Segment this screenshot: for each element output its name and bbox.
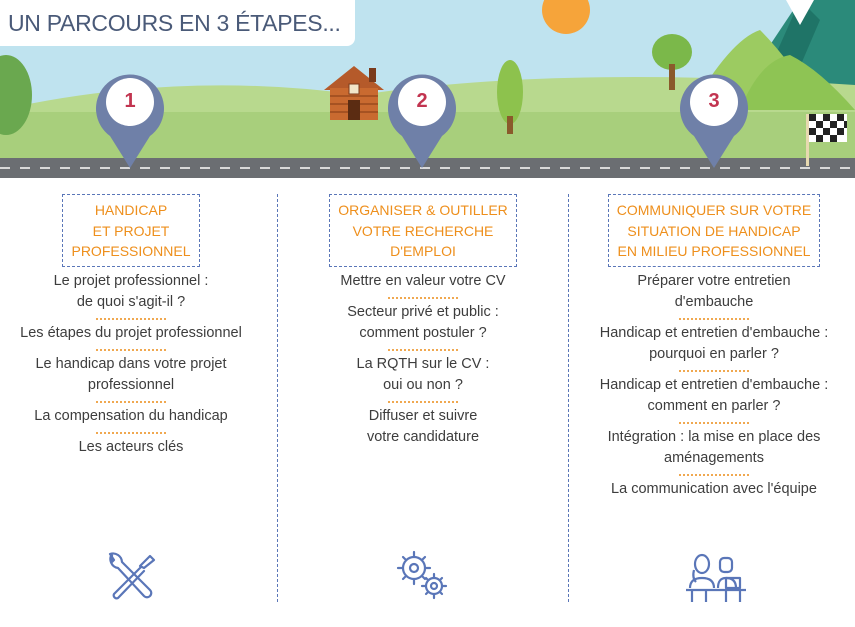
step-topic-list [292, 271, 554, 448]
dotted-separator [96, 349, 166, 351]
topic-item: Les étapes du projet professionnel [20, 324, 242, 341]
step-number-3: 3 [708, 90, 720, 112]
topic-item: Intégration : la mise en place des aménagements [607, 428, 821, 466]
step-column-3 [583, 194, 845, 500]
dotted-separator [96, 432, 166, 434]
topic-item: Handicap et entretien d'embauche : pourquoi en parler ? [599, 324, 829, 362]
step-column-1 [0, 194, 262, 458]
step-heading: COMMUNIQUER SUR VOTRE SITUATION DE HANDICAP EN MILIEU PROFESSIONNEL [608, 194, 820, 267]
gears-icon [394, 548, 452, 609]
dotted-separator [679, 318, 749, 320]
dotted-separator [388, 349, 458, 351]
topic-item: Les acteurs clés [78, 438, 184, 455]
tree-icon [497, 60, 523, 124]
step-column-2 [292, 194, 554, 448]
landscape-illustration [0, 0, 855, 178]
topic-item: La RQTH sur le CV : oui ou non ? [356, 355, 490, 393]
dotted-separator [679, 370, 749, 372]
step-number-2: 2 [416, 90, 428, 112]
step-topic-list [0, 271, 262, 458]
title-banner [0, 0, 355, 46]
topic-item: Handicap et entretien d'embauche : comment en parler ? [599, 376, 829, 414]
meeting-icon [684, 552, 748, 609]
step-number-1: 1 [124, 90, 136, 112]
step-heading: HANDICAP ET PROJET PROFESSIONNEL [62, 194, 199, 267]
topic-item: Le projet professionnel : de quoi s'agit-il ? [53, 272, 209, 310]
topic-item: Diffuser et suivre votre candidature [366, 407, 480, 445]
dotted-separator [96, 401, 166, 403]
column-divider [277, 194, 278, 602]
tools-icon [104, 550, 158, 609]
step-topic-list [583, 271, 845, 500]
dotted-separator [96, 318, 166, 320]
topic-item: La communication avec l'équipe [611, 480, 817, 497]
dotted-separator [388, 297, 458, 299]
step-heading: ORGANISER & OUTILLER VOTRE RECHERCHE D'EMPLOI [329, 194, 517, 267]
dotted-separator [388, 401, 458, 403]
dotted-separator [679, 422, 749, 424]
topic-item: La compensation du handicap [34, 407, 228, 424]
topic-item: Secteur privé et public : comment postuler ? [347, 303, 499, 341]
column-divider [568, 194, 569, 602]
dotted-separator [679, 474, 749, 476]
topic-item: Préparer votre entretien d'embauche [637, 272, 791, 310]
page-title: UN PARCOURS EN 3 ÉTAPES... [8, 9, 341, 36]
topic-item: Mettre en valeur votre CV [340, 272, 506, 289]
topic-item: Le handicap dans votre projet professionnel [35, 355, 227, 393]
